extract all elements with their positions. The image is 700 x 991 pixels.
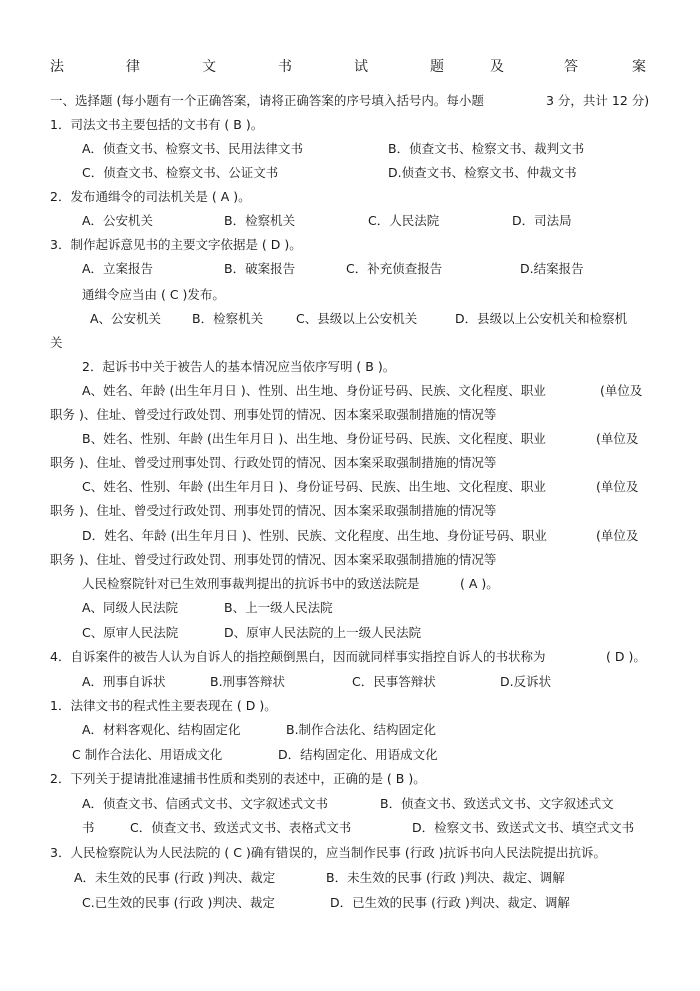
question-stem: 通缉令应当由 ( C )发布。 bbox=[82, 287, 225, 302]
option-c: C、县级以上公安机关 bbox=[296, 311, 418, 326]
question-stem: 3．制作起诉意见书的主要文字依据是 ( D )。 bbox=[50, 237, 302, 252]
option-d: D.反诉状 bbox=[500, 674, 552, 689]
option-d-tail: (单位及 bbox=[596, 528, 639, 543]
title-char: 答 bbox=[564, 59, 578, 75]
question-stem: 2．起诉书中关于被告人的基本情况应当依序写明 ( B )。 bbox=[82, 359, 396, 374]
section-header: 一、选择题 (每小题有一个正确答案，请将正确答案的序号填入括号内。每小题 bbox=[50, 93, 484, 108]
question-stem: 2．发布通缉令的司法机关是 ( A )。 bbox=[50, 189, 251, 204]
option-d: D．已生效的民事 (行政 )判决、裁定、调解 bbox=[330, 895, 570, 910]
option-a: A．公安机关 bbox=[82, 213, 154, 228]
option-a: A．刑事自诉状 bbox=[82, 674, 166, 689]
option-c: C．人民法院 bbox=[368, 213, 440, 228]
option-b-continued: 职务 )、住址、曾受过刑事处罚、行政处罚的情况、因本案采取强制措施的情况等 bbox=[50, 455, 497, 470]
title-char: 律 bbox=[126, 59, 140, 75]
option-b: B．侦查文书、致送式文书、文字叙述式文 bbox=[380, 796, 614, 811]
title-char: 案 bbox=[632, 59, 646, 75]
option-c: C．民事答辩状 bbox=[352, 674, 436, 689]
question-stem: 3．人民检察院认为人民法院的 ( C )确有错误的，应当制作民事 (行政 )抗诉书向人民法院提出抗诉。 bbox=[50, 845, 607, 860]
option-b: B．破案报告 bbox=[224, 261, 296, 276]
option-a: A、公安机关 bbox=[90, 311, 162, 326]
option-a-continued: 职务 )、住址、曾受过行政处罚、刑事处罚的情况、因本案采取强制措施的情况等 bbox=[50, 407, 497, 422]
option-a: A．立案报告 bbox=[82, 261, 154, 276]
question-stem: 人民检察院针对已生效刑事裁判提出的抗诉书中的致送法院是 bbox=[82, 576, 420, 591]
option-c: C 制作合法化、用语成文化 bbox=[72, 747, 223, 762]
title-char: 题 bbox=[430, 59, 444, 75]
option-b-tail: (单位及 bbox=[596, 431, 639, 446]
option-b: B．未生效的民事 (行政 )判决、裁定、调解 bbox=[326, 870, 565, 885]
title-char: 书 bbox=[278, 59, 292, 75]
title-char: 试 bbox=[354, 59, 368, 75]
question-stem: 1．司法文书主要包括的文书有 ( B )。 bbox=[50, 117, 264, 132]
option-b: B．检察机关 bbox=[224, 213, 296, 228]
option-d-continued: 职务 )、住址、曾受过行政处罚、刑事处罚的情况、因本案采取强制措施的情况等 bbox=[50, 552, 497, 567]
option-c: C、原审人民法院 bbox=[82, 625, 179, 640]
option-a: A．材料客观化、结构固定化 bbox=[82, 722, 241, 737]
option-c: C.已生效的民事 (行政 )判决、裁定 bbox=[82, 895, 275, 910]
title-char: 文 bbox=[202, 59, 216, 75]
option-b-continued: 书 bbox=[82, 820, 95, 835]
option-d: D．姓名、年龄 (出生年月日 )、性别、民族、文化程度、出生地、身份证号码、职业 bbox=[82, 528, 547, 543]
option-a: A、同级人民法院 bbox=[82, 600, 179, 615]
question-answer: ( A )。 bbox=[460, 576, 499, 591]
option-d: D．结构固定化、用语成文化 bbox=[278, 747, 438, 762]
option-c: C．补充侦查报告 bbox=[346, 261, 443, 276]
option-a-tail: (单位及 bbox=[600, 383, 643, 398]
question-stem: 4．自诉案件的被告人认为自诉人的指控颠倒黑白，因而就同样事实指控自诉人的书状称为 bbox=[50, 649, 546, 664]
option-b: B.制作合法化、结构固定化 bbox=[286, 722, 437, 737]
option-a: A、姓名、年龄 (出生年月日 )、性别、出生地、身份证号码、民族、文化程度、职业 bbox=[82, 383, 546, 398]
option-d: D、原审人民法院的上一级人民法院 bbox=[224, 625, 422, 640]
option-a: A．未生效的民事 (行政 )判决、裁定 bbox=[74, 870, 276, 885]
option-b: B．检察机关 bbox=[192, 311, 264, 326]
option-a: A．侦查文书、信函式文书、文字叙述式文书 bbox=[82, 796, 329, 811]
option-d: D．县级以上公安机关和检察机 bbox=[455, 311, 628, 326]
option-c-tail: (单位及 bbox=[596, 479, 639, 494]
option-b: B．侦查文书、检察文书、裁判文书 bbox=[388, 141, 585, 156]
option-b: B.刑事答辩状 bbox=[210, 674, 286, 689]
option-a: A．侦查文书、检察文书、民用法律文书 bbox=[82, 141, 304, 156]
option-d-continued: 关 bbox=[50, 335, 63, 350]
section-score: 3 分，共计 12 分) bbox=[546, 93, 650, 108]
option-c: C．侦查文书、检察文书、公证文书 bbox=[82, 165, 279, 180]
option-c: C、姓名、性别、年龄 (出生年月日 )、身份证号码、民族、出生地、文化程度、职业 bbox=[82, 479, 546, 494]
option-d: D.结案报告 bbox=[520, 261, 584, 276]
title-char: 及 bbox=[490, 59, 504, 75]
question-answer: ( D )。 bbox=[606, 649, 646, 664]
option-d: D.侦查文书、检察文书、仲裁文书 bbox=[388, 165, 577, 180]
title-char: 法 bbox=[50, 59, 64, 75]
option-b: B、上一级人民法院 bbox=[224, 600, 333, 615]
question-stem: 1．法律文书的程式性主要表现在 ( D )。 bbox=[50, 698, 277, 713]
option-c-continued: 职务 )、住址、曾受过行政处罚、刑事处罚的情况、因本案采取强制措施的情况等 bbox=[50, 503, 497, 518]
option-b: B、姓名、性别、年龄 (出生年月日 )、出生地、身份证号码、民族、文化程度、职业 bbox=[82, 431, 546, 446]
option-d: D．检察文书、致送式文书、填空式文书 bbox=[412, 820, 635, 835]
option-c: C．侦查文书、致送式文书、表格式文书 bbox=[130, 820, 352, 835]
option-d: D．司法局 bbox=[512, 213, 572, 228]
question-stem: 2．下列关于提请批准逮捕书性质和类别的表述中，正确的是 ( B )。 bbox=[50, 771, 426, 786]
